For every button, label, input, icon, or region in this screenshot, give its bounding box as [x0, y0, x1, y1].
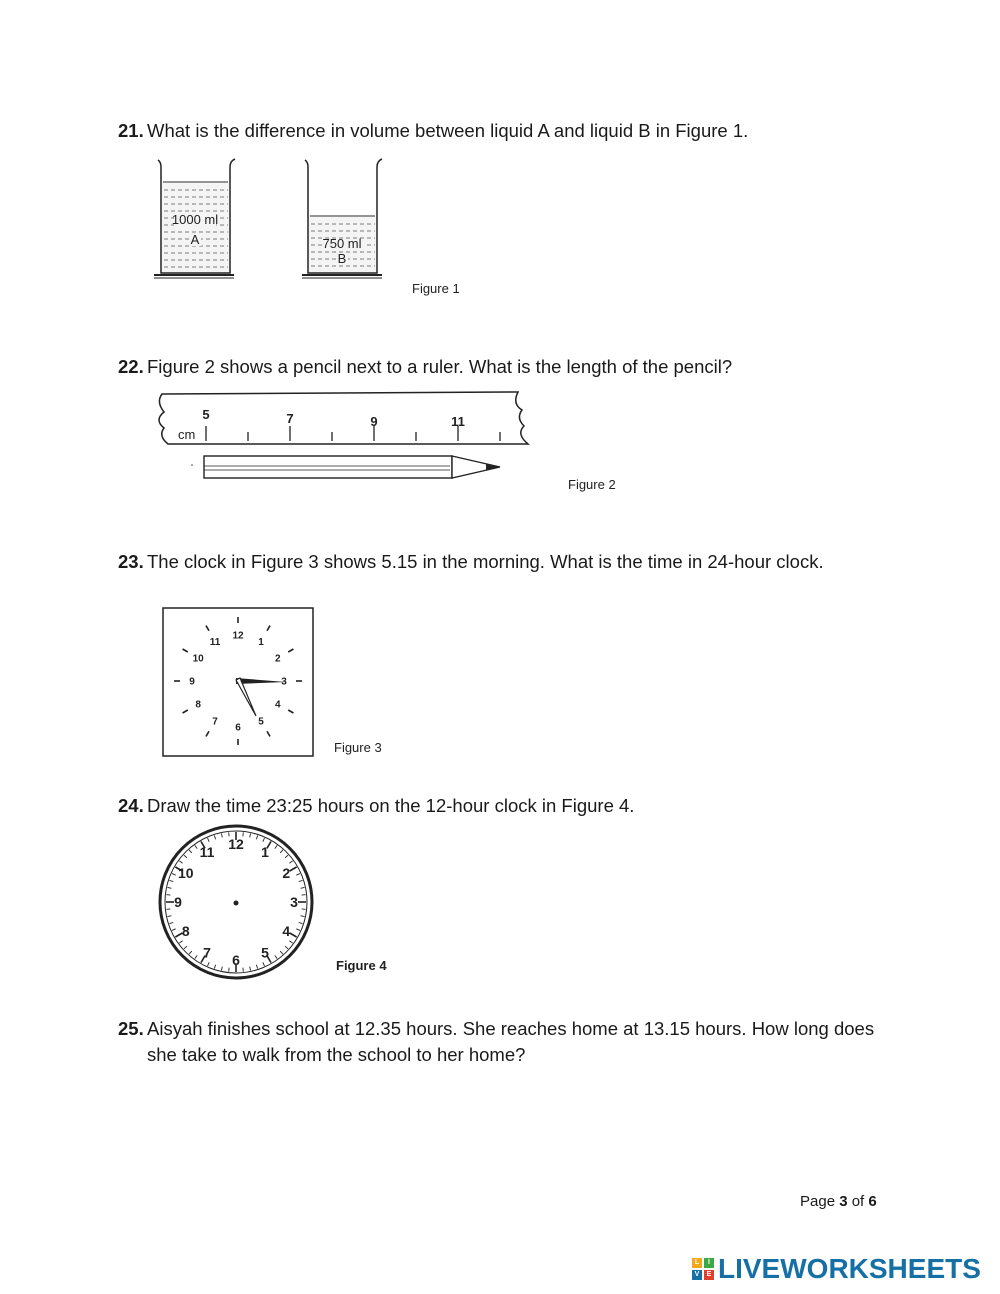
ruler-unit: cm	[178, 427, 196, 442]
ruler-tick-7: 7	[286, 411, 294, 426]
logo-letter: I	[704, 1258, 714, 1268]
clock-number: 3	[290, 894, 298, 911]
figure-2-label: Figure 2	[568, 477, 616, 492]
clock-number: 6	[232, 952, 240, 969]
ruler	[159, 392, 528, 444]
question-25	[118, 1016, 878, 1068]
clock-number: 1	[261, 843, 269, 860]
page-indicator	[800, 1193, 877, 1210]
clock-number: 10	[192, 653, 204, 665]
clock-number: 10	[177, 865, 194, 882]
page-current: 3	[839, 1193, 848, 1210]
clock-number: 12	[228, 836, 244, 853]
figure-3-label: Figure 3	[334, 740, 382, 755]
figure-2	[150, 388, 630, 498]
liveworksheets-logo-icon	[692, 1258, 714, 1280]
page-prefix: Page	[800, 1193, 840, 1210]
figure-1-label: Figure 1	[412, 281, 460, 296]
ruler-tick-5: 5	[202, 407, 210, 422]
beaker-b-name: B	[337, 251, 347, 266]
question-number: 25.	[118, 1018, 144, 1039]
question-text: What is the difference in volume between liquid A and liquid B in Figure 1.	[147, 120, 749, 141]
clock-number: 8	[195, 699, 201, 711]
figure-4-drawing	[150, 820, 410, 985]
question-number: 21.	[118, 120, 144, 141]
clock-number: 11	[209, 636, 221, 648]
clock-4-center-dot	[234, 901, 239, 906]
clock-number: 9	[174, 894, 182, 911]
clock-number: 6	[235, 722, 241, 734]
question-number: 22.	[118, 356, 144, 377]
beaker-b-volume: 750 ml	[322, 236, 362, 251]
pencil	[191, 456, 500, 478]
beaker-a	[154, 159, 235, 278]
question-text: Aisyah finishes school at 12.35 hours. She reaches home at 13.15 hours. How long does she take to walk from the school to her home?	[147, 1018, 875, 1065]
clock-number: 9	[189, 676, 195, 688]
question-23	[118, 549, 878, 575]
beaker-b	[302, 159, 382, 278]
question-22	[118, 354, 878, 380]
figure-1-drawing	[150, 155, 470, 300]
clock-number: 4	[275, 699, 281, 711]
beaker-a-volume: 1000 ml	[171, 212, 219, 227]
clock-number: 8	[181, 923, 190, 940]
page-middle: of	[847, 1193, 869, 1210]
logo-letter: V	[692, 1270, 702, 1280]
question-number: 24.	[118, 795, 144, 816]
logo-letter: L	[692, 1258, 702, 1268]
question-text: Draw the time 23:25 hours on the 12-hour clock in Figure 4.	[147, 795, 635, 816]
clock-number: 7	[203, 944, 211, 961]
clock-number: 12	[232, 630, 244, 642]
clock-number: 3	[281, 676, 287, 688]
clock-number: 5	[261, 944, 269, 961]
figure-3	[158, 604, 398, 762]
question-number: 23.	[118, 551, 144, 572]
question-21	[118, 118, 878, 144]
page-total: 6	[868, 1193, 877, 1210]
brand-name: LIVEWORKSHEETS	[718, 1253, 981, 1284]
clock-number: 7	[212, 716, 218, 728]
ruler-tick-11: 11	[451, 414, 465, 429]
clock-number: 1	[258, 636, 264, 648]
logo-letter: E	[704, 1270, 714, 1280]
figure-1	[150, 155, 470, 300]
clock-number: 11	[199, 843, 215, 860]
question-text: The clock in Figure 3 shows 5.15 in the morning. What is the time in 24-hour clock.	[147, 551, 824, 572]
figure-2-drawing	[150, 388, 630, 498]
clock-number: 5	[258, 716, 264, 728]
figure-3-drawing	[158, 604, 398, 762]
figure-4	[150, 820, 410, 985]
question-text: Figure 2 shows a pencil next to a ruler. What is the length of the pencil?	[147, 356, 733, 377]
ruler-tick-9: 9	[370, 414, 378, 429]
clock-number: 2	[282, 865, 291, 882]
clock-number: 4	[282, 923, 291, 940]
beaker-a-name: A	[190, 232, 200, 247]
figure-4-label: Figure 4	[336, 958, 387, 973]
question-24	[118, 793, 878, 819]
clock-number: 2	[275, 653, 281, 665]
liveworksheets-brand	[692, 1252, 981, 1286]
